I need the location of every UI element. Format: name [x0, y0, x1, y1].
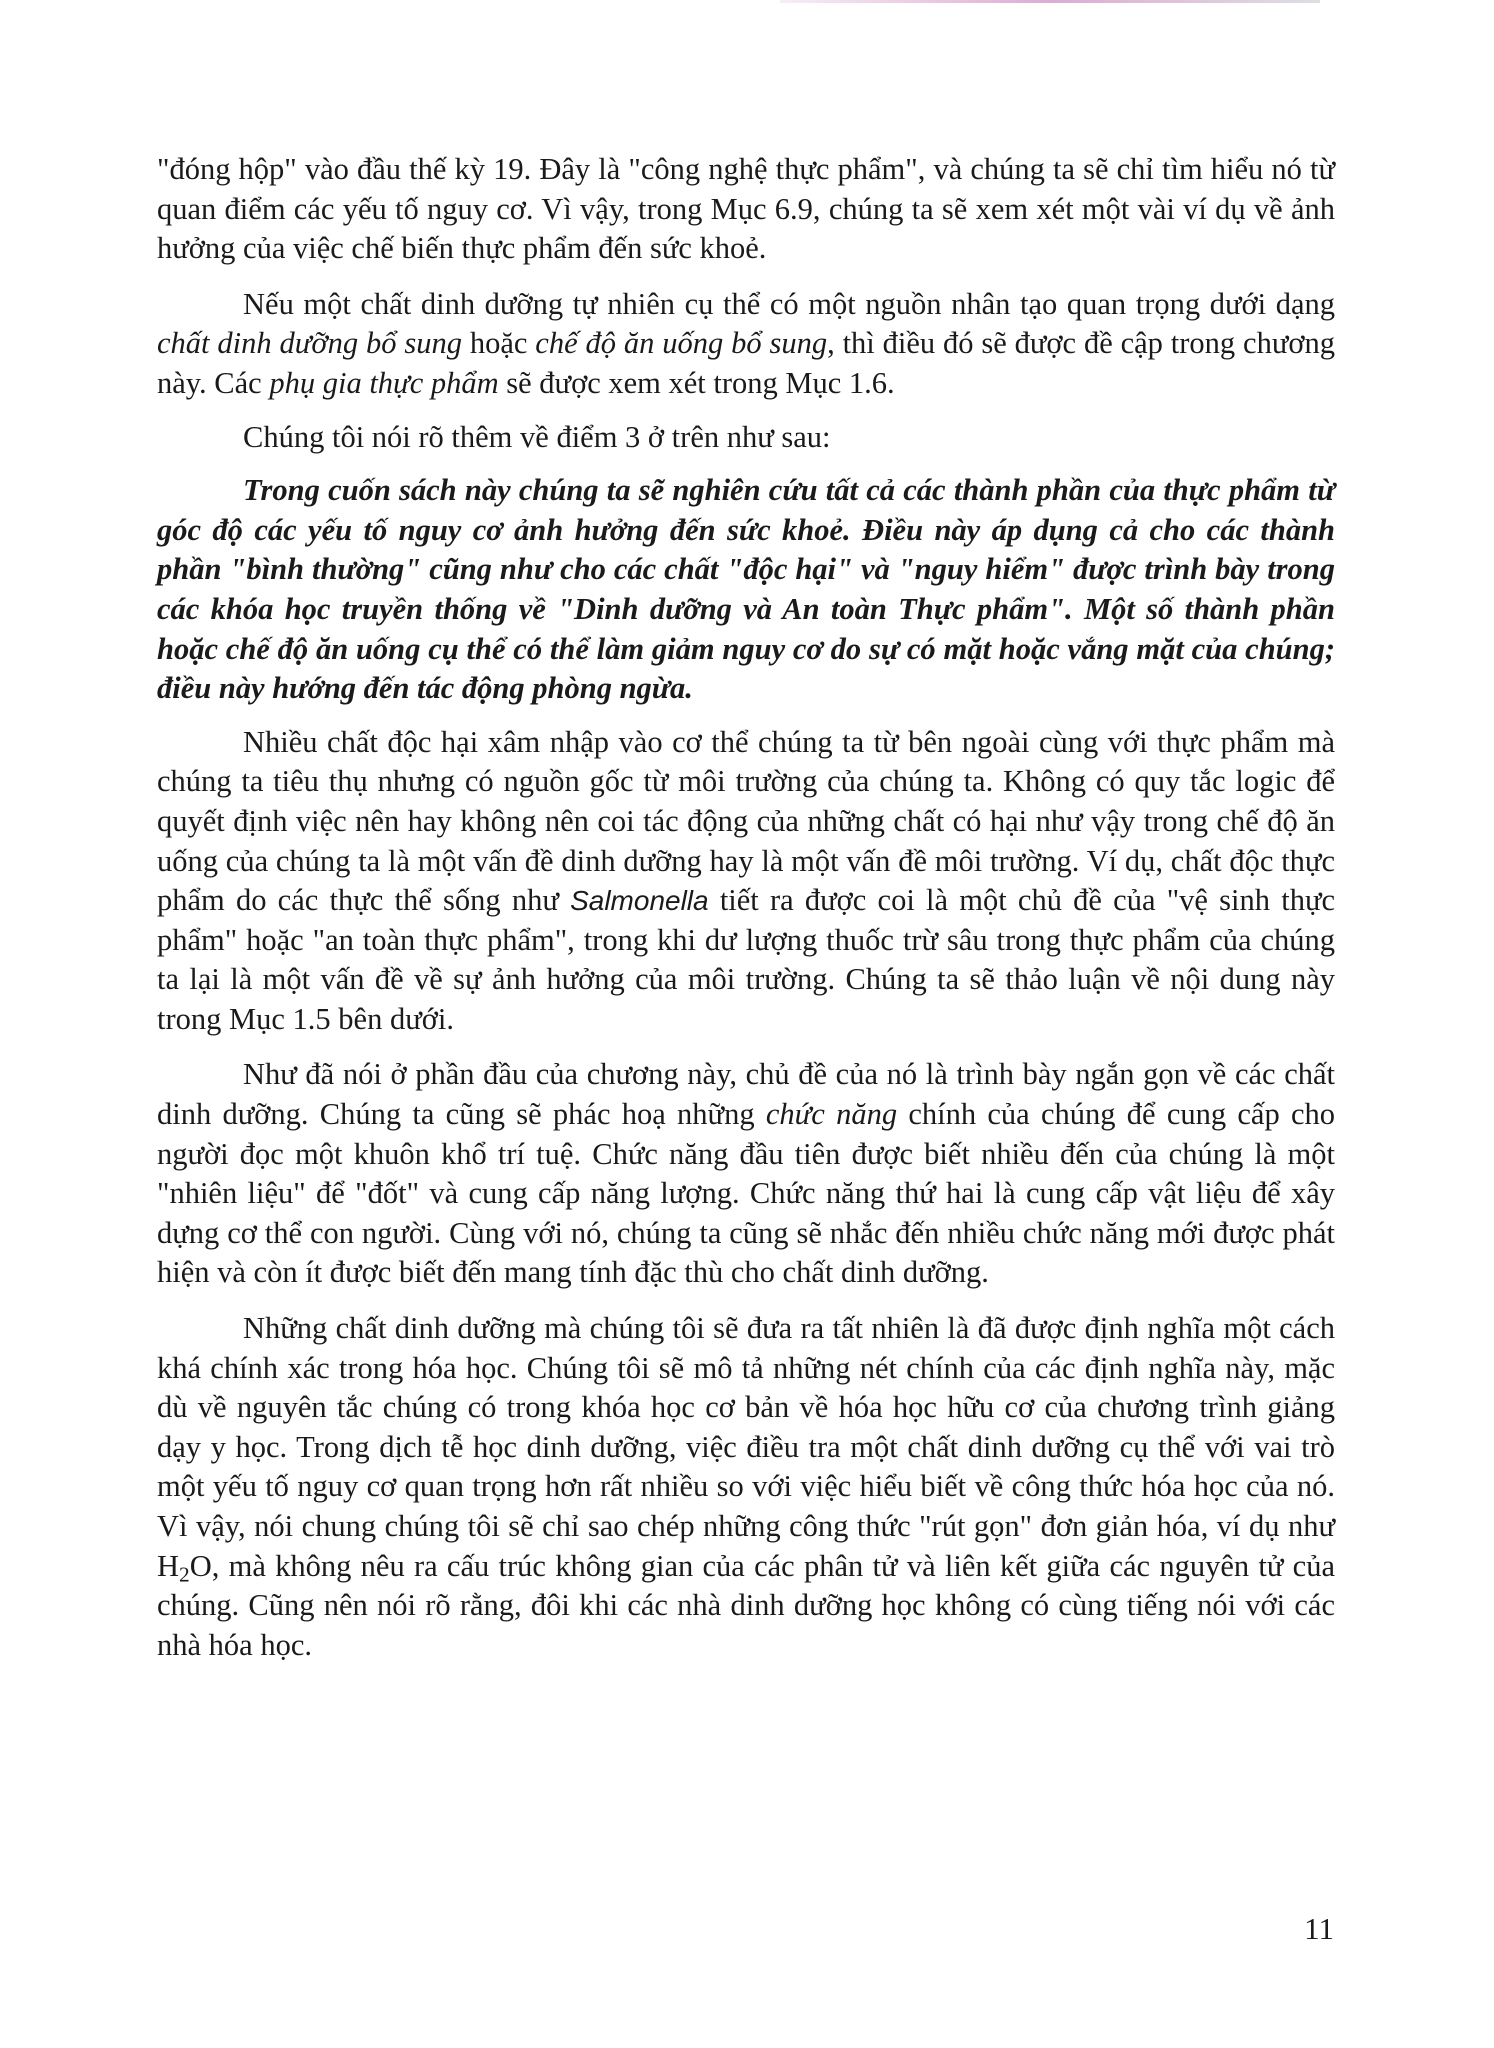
paragraph-3: Chúng tôi nói rõ thêm về điểm 3 ở trên như sau:	[243, 419, 831, 454]
page-number: 11	[1304, 1911, 1334, 1946]
paragraph-4-emphasis: Trong cuốn sách này chúng ta sẽ nghiên cứu tất cả các thành phần của thực phẩm từ góc độ các yếu tố nguy cơ ảnh hưởng đến sức khoẻ. Điều này áp dụng cả cho các thành phần "bình thường" cũng như cho các chất "độc hại" và "nguy hiểm" được trình bày trong các khóa học truyền thống về "Dinh dưỡng và An toàn Thực phẩm". Một số thành phần hoặc chế độ ăn uống cụ thể có thể làm giảm nguy cơ do sự có mặt hoặc vắng mặt của chúng; điều này hướng đến tác động phòng ngừa.	[157, 473, 1335, 706]
scan-top-edge	[780, 0, 1320, 3]
page-body	[157, 150, 1335, 1681]
paragraph-7: Những chất dinh dưỡng mà chúng tôi sẽ đưa ra tất nhiên là đã được định nghĩa một cách khá chính xác trong hóa học. Chúng tôi sẽ mô tả những nét chính của các định nghĩa này, mặc dù về nguyên tắc chúng có trong khóa học cơ bản về hóa học hữu cơ của chương trình giảng dạy y học. Trong dịch tễ học dinh dưỡng, việc điều tra một chất dinh dưỡng cụ thể với vai trò một yếu tố nguy cơ quan trọng hơn rất nhiều so với việc hiểu biết về công thức hóa học của nó. Vì vậy, nói chung chúng tôi sẽ chỉ sao chép những công thức "rút gọn" đơn giản hóa, ví dụ như $H_2O$, mà không nêu ra cấu trúc không gian của các phân tử và liên kết giữa các nguyên tử của chúng. Cũng nên nói rõ rằng, đôi khi các nhà dinh dưỡng học không có cùng tiếng nói với các nhà hóa học.	[157, 1311, 1335, 1662]
paragraph-2: Nếu một chất dinh dưỡng tự nhiên cụ thể có một nguồn nhân tạo quan trọng dưới dạng chất dinh dưỡng bổ sung hoặc chế độ ăn uống bổ sung, thì điều đó sẽ được đề cập trong chương này. Các phụ gia thực phẩm sẽ được xem xét trong Mục 1.6.	[157, 286, 1335, 400]
paragraph-1: "đóng hộp" vào đầu thế kỳ 19. Đây là "công nghệ thực phẩm", và chúng ta sẽ chỉ tìm hiểu nó từ quan điểm các yếu tố nguy cơ. Vì vậy, trong Mục 6.9, chúng ta sẽ xem xét một vài ví dụ về ảnh hưởng của việc chế biến thực phẩm đến sức khoẻ.	[157, 152, 1335, 266]
salmonella-term: Salmonella	[570, 885, 709, 917]
paragraph-5: Nhiều chất độc hại xâm nhập vào cơ thể chúng ta từ bên ngoài cùng với thực phẩm mà chúng ta tiêu thụ nhưng có nguồn gốc từ môi trường của chúng ta. Không có quy tắc logic để quyết định việc nên hay không nên coi tác động của những chất có hại như vậy trong chế độ ăn uống của chúng ta là một vấn đề dinh dưỡng hay là một vấn đề môi trường. Ví dụ, chất độc thực phẩm do các thực thể sống như Salmonella tiết ra được coi là một chủ đề của "vệ sinh thực phẩm" hoặc "an toàn thực phẩm", trong khi dư lượng thuốc trừ sâu trong thực phẩm của chúng ta lại là một vấn đề về sự ảnh hưởng của môi trường. Chúng ta sẽ thảo luận về nội dung này trong Mục 1.5 bên dưới.	[157, 724, 1336, 1036]
paragraph-6: Như đã nói ở phần đầu của chương này, chủ đề của nó là trình bày ngắn gọn về các chất dinh dưỡng. Chúng ta cũng sẽ phác hoạ những chức năng chính của chúng để cung cấp cho người đọc một khuôn khổ trí tuệ. Chức năng đầu tiên được biết nhiều đến của chúng là một "nhiên liệu" để "đốt" và cung cấp năng lượng. Chức năng thứ hai là cung cấp vật liệu để xây dựng cơ thể con người. Cùng với nó, chúng ta cũng sẽ nhắc đến nhiều chức năng mới được phát hiện và còn ít được biết đến mang tính đặc thù cho chất dinh dưỡng.	[157, 1057, 1335, 1290]
